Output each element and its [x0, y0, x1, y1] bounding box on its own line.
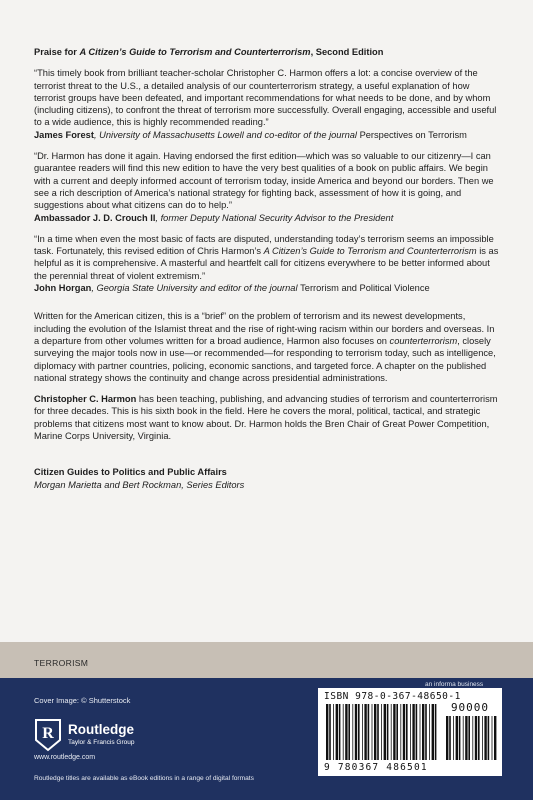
- publisher-footer: [0, 678, 533, 800]
- endorsement-author: [34, 129, 500, 141]
- journal-name: Terrorism and Political Violence: [300, 283, 430, 294]
- isbn-number: ISBN 978-0-367-48650-1: [324, 691, 461, 702]
- bio-name: Christopher C. Harmon: [34, 394, 137, 405]
- informa-tagline: an informa business: [425, 681, 484, 688]
- subject-band: [0, 642, 533, 678]
- endorsement-text-after: is as helpful as it is comprehensive. A masterful and heartfelt call for citizens everywhere to be better informed about the perennial threat of violent extremism.”: [34, 246, 499, 281]
- endorsement-author: [34, 212, 500, 224]
- author-affiliation: , University of Massachusetts Lowell and co-editor of the journal: [93, 129, 360, 140]
- endorsement: [34, 150, 500, 224]
- endorsement-text: “Dr. Harmon has done it again. Having endorsed the first edition—which was so valuable to our citizenry—I can guarantee readers will find this new edition to have the very best qualities of a book on public affairs. We begin with a current and deeply informed account of terrorism today, inside America and beyond our borders. Then we see a rich description of America’s national strategy for fighting back, assessment of how it is going, and suggestions about what citizens can do to help.”: [34, 151, 494, 211]
- praise-heading: [34, 46, 500, 58]
- journal-name: Perspectives on Terrorism: [359, 129, 467, 140]
- cover-image-credit: Cover Image: © Shutterstock: [34, 696, 131, 705]
- ean-number: 9 780367 486501: [324, 762, 428, 773]
- publisher-website: www.routledge.com: [34, 754, 96, 761]
- endorsement-text-before: “In a time when even the most basic of facts are disputed, understanding today’s terrorism seems an impossible task. Fortunately, this revised edition of Chris Harmon’s: [34, 233, 494, 257]
- cover-text: [34, 46, 500, 491]
- praise-book-title: A Citizen’s Guide to Terrorism and Counterterrorism: [79, 47, 311, 57]
- endorsement-book-title: A Citizen’s Guide to Terrorism and Counterterrorism: [263, 246, 477, 257]
- author-bio: [34, 393, 500, 442]
- author-affiliation: , Georgia State University and editor of the journal: [91, 283, 301, 294]
- publisher-name: Routledge: [68, 722, 134, 737]
- series-editors: Morgan Marietta and Bert Rockman, Series Editors: [34, 479, 245, 490]
- praise-suffix: , Second Edition: [310, 47, 384, 57]
- svg-text:R: R: [42, 725, 54, 742]
- book-description: [34, 310, 500, 384]
- subject-category: TERRORISM: [34, 658, 89, 668]
- routledge-logo: [34, 718, 154, 756]
- isbn-barcode: [318, 688, 502, 776]
- endorsement-author: [34, 282, 500, 294]
- author-name: James Forest: [34, 129, 94, 140]
- publisher-group: Taylor & Francis Group: [68, 739, 135, 746]
- endorsement: [34, 233, 500, 294]
- price-code: 90000: [450, 701, 490, 714]
- ebook-note: Routledge titles are available as eBook editions in a range of digital formats: [34, 775, 254, 782]
- author-affiliation: , former Deputy National Security Advisor to the President: [155, 212, 394, 223]
- endorsement-text: [34, 233, 500, 282]
- series-title: Citizen Guides to Politics and Public Affairs: [34, 467, 227, 478]
- routledge-r-icon: [34, 718, 62, 752]
- endorsement: [34, 67, 500, 141]
- author-name: John Horgan: [34, 283, 92, 294]
- description-emphasis: counterterrorism: [389, 335, 458, 346]
- endorsement-text: “This timely book from brilliant teacher-scholar Christopher C. Harmon offers a lot: a concise overview of the terrorist threat to the U.S., a detailed analysis of our counterterrorism strategy, a useful explanation of how terrorist groups have been defeated, and important recommendations for what needs to be done, and by whom (including citizens), to confront the threat of terrorism more successfully. Overall engaging, accessible and useful to a wide audience, this is highly recommended reading.”: [34, 68, 497, 128]
- description-part2: , closely surveying the major tools now in use—or recommended—for responding to terrorism today, such as intelligence, diplomacy with partner countries, policing, economic sanctions, and targeted force. A chapter on the published national strategy shows the continuity and change across presidential administrations.: [34, 335, 496, 383]
- bio-text: has been teaching, publishing, and advancing studies of terrorism and counterterrorism for three decades. This is his sixth book in the field. Here he covers the moral, political, tactical, and strategic problems that citizens most want to know about. Dr. Harmon holds the Bren Chair of Great Power Competition, Marine Corps University, Virginia.: [34, 394, 498, 442]
- praise-prefix: Praise for: [34, 47, 80, 57]
- description-part1: Written for the American citizen, this is a “brief” on the problem of terrorism and its newest developments, including the evolution of the Islamist threat and the rise of right-wing racism within our borders and overseas. In a departure from other volumes written for a broad audience, Harmon also focuses on: [34, 311, 495, 346]
- author-name: Ambassador J. D. Crouch II: [34, 212, 156, 223]
